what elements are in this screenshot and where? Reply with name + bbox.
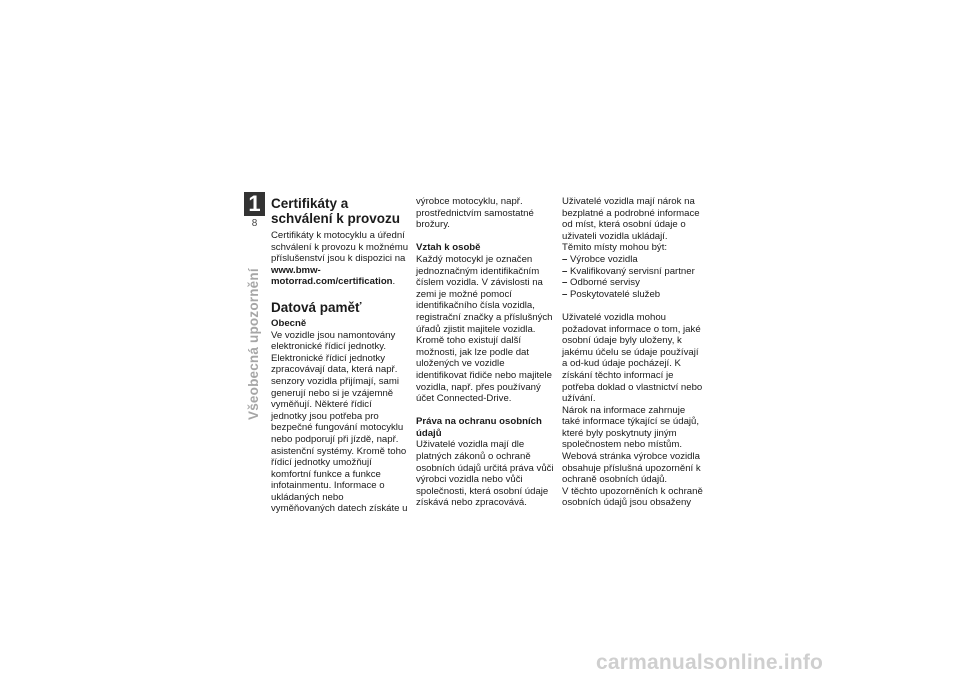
paragraph-narok: Uživatelé vozidla mají nárok na bezplatné a podrobné informace od míst, která osobní údaje o uživateli vozidla ukládají. [562,196,700,242]
url-suffix: . [392,276,396,288]
paragraph-informace: Nárok na informace zahrnuje také informace týkající se údajů, které byly poskytnuty jiným společnostem nebo místům. [562,404,700,451]
list-item: – Výrobce vozidla [562,254,704,266]
subheading-vztah-k-osobe: Vztah k osobě [416,242,481,254]
list-item: – Kvalifikovaný servisní partner [562,266,704,278]
paragraph-vztah: Každý motocykl je označen jednoznačným identifikačním číslem vozidla. V závislosti na zemi je možné pomocí identifikačního čísla vozidla, registrační značky a příslušných úřadů zjistit majitele vozidla. Kromě toho existují další možnosti, jak lze podle dat uložených ve vozidle identifikovat řidiče nebo majitele vozidla, např. přes používaný účet Connected-Drive. [416,253,553,405]
paragraph-webova-stranka: Webová stránka výrobce vozidla obsahuje příslušná upozornění k ochraně osobních údajů. [562,451,701,486]
heading-datova-pamet: Datová paměť [271,299,362,315]
column-3 [562,196,704,509]
paragraph-mista: Těmito místy mohou být: [562,242,668,254]
paragraph-pozadovat: Uživatelé vozidla mohou požadovat informace o tom, jaké osobní údaje byly uloženy, k jakému účelu se údaje používají a od-kud údaje pocházejí. K získání těchto informací je potřeba doklad o vlastnictví nebo užívání. [562,311,703,405]
list-item: – Poskytovatelé služeb [562,289,704,301]
section-title: Všeobecná upozornění [246,268,261,420]
column-1 [271,196,409,515]
list-item: – Odborné servisy [562,277,704,289]
section-title-vertical [244,250,265,420]
paragraph-certifikaty [271,230,409,288]
certification-url[interactable]: www.bmw-motorrad.com/certification [271,264,393,288]
subheading-prava: Práva na ochranu osobních údajů [416,416,542,439]
subheading-obecne: Obecně [271,317,307,329]
paragraph-text: Certifikáty k motocyklu a úřední schválení k provozu k možnému příslušenství jsou k dispozici na [271,230,409,265]
page-number: 8 [251,218,258,229]
column-2 [416,196,554,509]
heading-certifikaty: Certifikáty a schválení k provozu [271,196,401,226]
paragraph-vyrobce: výrobce motocyklu, např. prostřednictvím samostatné brožury. [416,196,534,231]
chapter-number: 1 [244,192,265,216]
paragraph-prava: Uživatelé vozidla mají dle platných zákonů o ochraně osobních údajů určitá práva vůči výrobci vozidla nebo vůči společnosti, která osobní údaje získává nebo zpracovává. [416,439,554,509]
paragraph-obecne: Ve vozidle jsou namontovány elektronické řídicí jednotky. Elektronické řídicí jednotky zpracovávají data, která např. senzory vozidla přijímají, sami generují nebo si je vzájemně vyměňují. Některé řídicí jednotky jsou potřeba pro bezpečné fungování motocyklu nebo podporují při jízdě, např. asistenční systémy. Kromě toho řídicí jednotky umožňují komfortní funkce a funkce infotainmentu. Informace o ukládaných nebo vyměňovaných datech získáte u [271,329,408,515]
chapter-marker [244,192,268,229]
watermark: carmanualsonline.info [596,651,824,674]
paragraph-upozorneni: V těchto upozorněních k ochraně osobních údajů jsou obsaženy [562,485,703,509]
